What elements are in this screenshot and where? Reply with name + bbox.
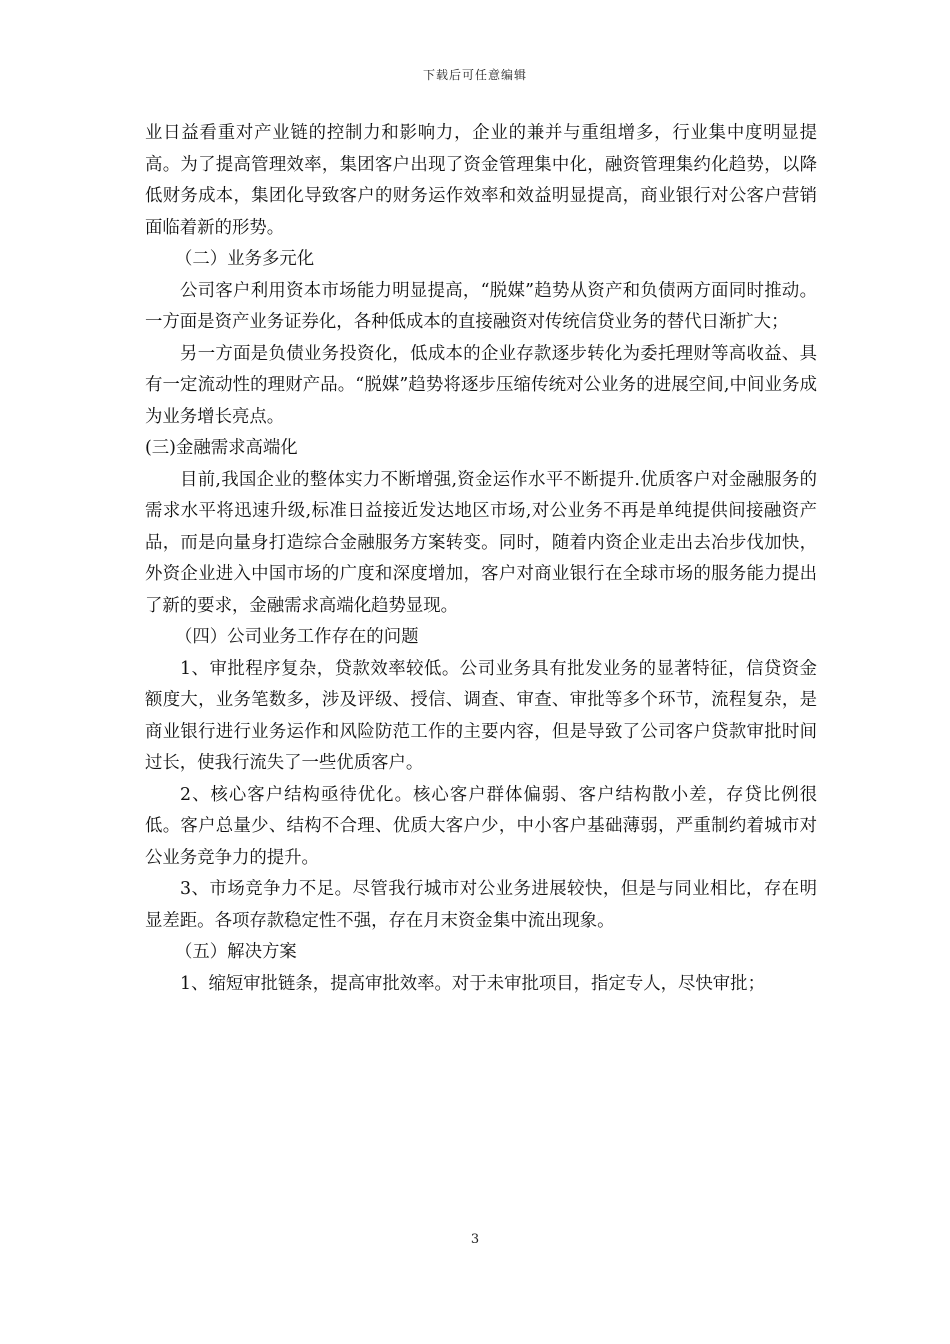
paragraph: 1、审批程序复杂，贷款效率较低。公司业务具有批发业务的显著特征，信贷资金额度大，业务笔数多，涉及评级、授信、调查、审查、审批等多个环节，流程复杂，是商业银行进行业务运作和风险防范工作的主要内容，但是导致了公司客户贷款审批时间过长，使我行流失了一些优质客户。 (145, 658, 817, 773)
paragraph: 1、缩短审批链条，提高审批效率。对于未审批项目，指定专人，尽快审批； (180, 973, 765, 994)
section-heading-3: (三)金融需求高端化 (145, 438, 298, 458)
paragraph-continued: 业日益看重对产业链的控制力和影响力，企业的兼并与重组增多，行业集中度明显提高。为了提高管理效率，集团客户出现了资金管理集中化，融资管理集约化趋势，以降低财务成本，集团化导致客户的财务运作效率和效益明显提高，商业银行对公客户营销面临着新的形势。 (145, 123, 817, 238)
paragraph: 公司客户利用资本市场能力明显提高，“脱媒”趋势从资产和负债两方面同时推动。一方面是资产业务证券化，各种低成本的直接融资对传统信贷业务的替代日渐扩大； (145, 280, 817, 332)
document-body (145, 118, 817, 1000)
page-header: 下载后可任意编辑 (422, 68, 527, 82)
section-heading-4: （四）公司业务工作存在的问题 (175, 627, 419, 647)
paragraph: 目前,我国企业的整体实力不断增强,资金运作水平不断提升.优质客户对金融服务的需求水平将迅速升级,标准日益接近发达地区市场,对公业务不再是单纯提供间接融资产品，而是向量身打造综合金融服务方案转变。同时，随着内资企业走出去冶步伐加快，外资企业进入中国市场的广度和深度增加，客户对商业银行在全球市场的服务能力提出了新的要求，金融需求高端化趋势显现。 (145, 469, 817, 616)
section-heading-2: （二）业务多元化 (175, 249, 315, 269)
section-heading-5: （五）解决方案 (175, 942, 297, 962)
paragraph: 3、市场竞争力不足。尽管我行城市对公业务进展较快，但是与同业相比，存在明显差距。各项存款稳定性不强，存在月末资金集中流出现象。 (145, 879, 817, 931)
paragraph: 另一方面是负债业务投资化，低成本的企业存款逐步转化为委托理财等高收益、具有一定流动性的理财产品。“脱媒”趋势将逐步压缩传统对公业务的进展空间,中间业务成为业务增长亮点。 (145, 343, 817, 427)
page-number: 3 (470, 1232, 480, 1247)
paragraph: 2、核心客户结构亟待优化。核心客户群体偏弱、客户结构散小差，存贷比例很低。客户总量少、结构不合理、优质大客户少，中小客户基础薄弱，严重制约着城市对公业务竞争力的提升。 (145, 784, 817, 868)
